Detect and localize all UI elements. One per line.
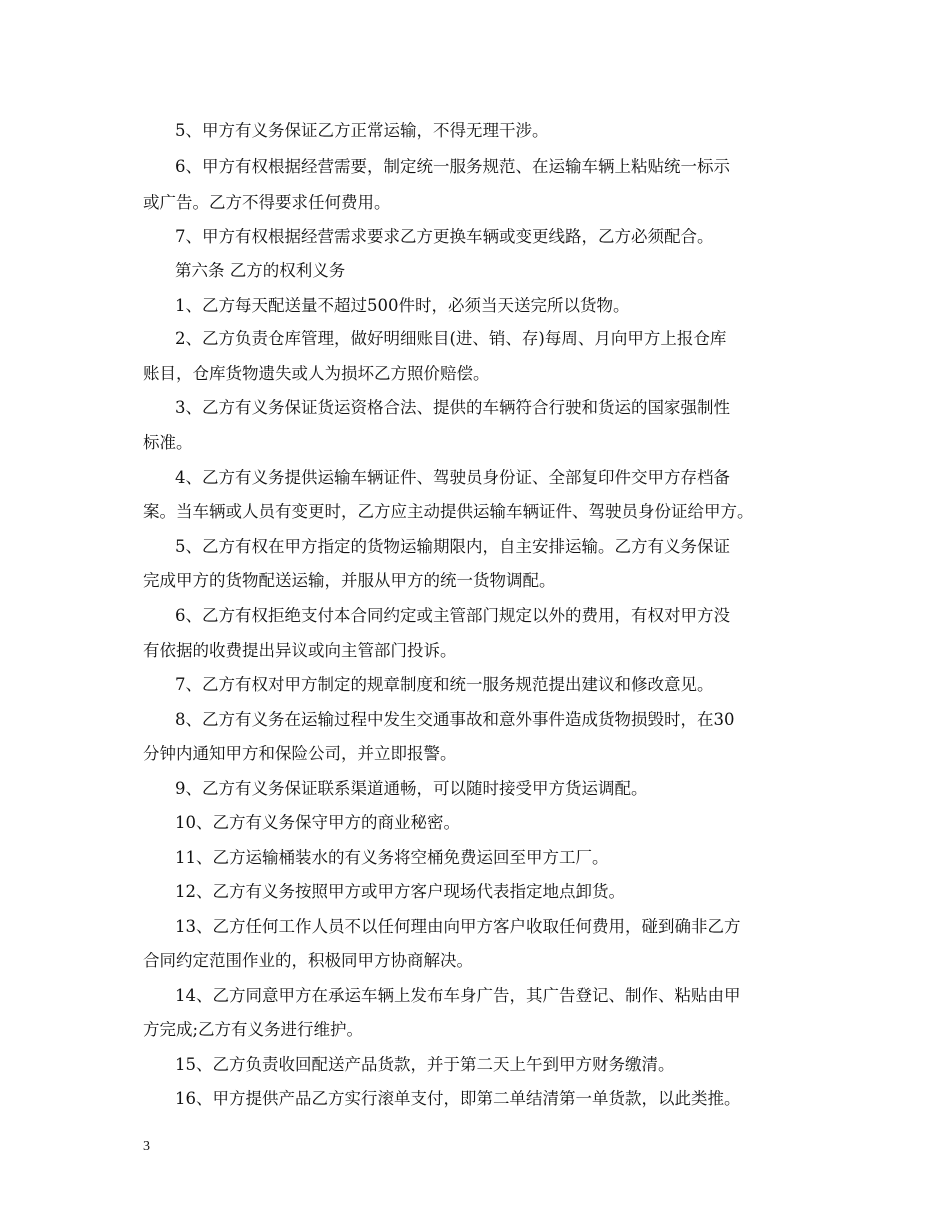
page-number: 3: [143, 1139, 150, 1154]
paragraph-line: 3、乙方有义务保证货运资格合法、提供的车辆符合行驶和货运的国家强制性: [175, 398, 730, 417]
paragraph-line: 11、乙方运输桶装水的有义务将空桶免费运回至甲方工厂。: [175, 848, 609, 867]
paragraph-line: 10、乙方有义务保守甲方的商业秘密。: [175, 813, 460, 832]
paragraph-line: 8、乙方有义务在运输过程中发生交通事故和意外事件造成货物损毁时，在30: [175, 710, 735, 729]
paragraph-line: 分钟内通知甲方和保险公司，并立即报警。: [143, 744, 457, 763]
paragraph-line: 4、乙方有义务提供运输车辆证件、驾驶员身份证、全部复印件交甲方存档备: [175, 468, 730, 487]
paragraph-line: 标准。: [143, 433, 193, 452]
paragraph-line: 2、乙方负责仓库管理，做好明细账目(进、销、存)每周、月向甲方上报仓库: [175, 329, 727, 348]
section-heading: 第六条 乙方的权利义务: [175, 261, 346, 280]
paragraph-line: 完成甲方的货物配送运输，并服从甲方的统一货物调配。: [143, 571, 556, 590]
paragraph-line: 5、乙方有权在甲方指定的货物运输期限内，自主安排运输。乙方有义务保证: [175, 537, 730, 556]
paragraph-line: 15、乙方负责收回配送产品货款，并于第二天上午到甲方财务缴清。: [175, 1055, 675, 1074]
paragraph-line: 6、乙方有权拒绝支付本合同约定或主管部门规定以外的费用，有权对甲方没: [175, 606, 730, 625]
paragraph-line: 或广告。乙方不得要求任何费用。: [143, 193, 391, 212]
paragraph-line: 方完成;乙方有义务进行维护。: [143, 1020, 364, 1039]
paragraph-line: 7、甲方有权根据经营需求要求乙方更换车辆或变更线路，乙方必须配合。: [175, 227, 714, 246]
paragraph-line: 5、甲方有义务保证乙方正常运输，不得无理干涉。: [175, 121, 549, 140]
paragraph-line: 9、乙方有义务保证联系渠道通畅，可以随时接受甲方货运调配。: [175, 779, 648, 798]
paragraph-line: 13、乙方任何工作人员不以任何理由向甲方客户收取任何费用，碰到确非乙方: [175, 917, 741, 936]
paragraph-line: 合同约定范围作业的，积极同甲方协商解决。: [143, 951, 473, 970]
paragraph-line: 14、乙方同意甲方在承运车辆上发布车身广告，其广告登记、制作、粘贴由甲: [175, 986, 741, 1005]
paragraph-line: 12、乙方有义务按照甲方或甲方客户现场代表指定地点卸货。: [175, 882, 625, 901]
paragraph-line: 7、乙方有权对甲方制定的规章制度和统一服务规范提出建议和修改意见。: [175, 675, 714, 694]
paragraph-line: 账目，仓库货物遗失或人为损坏乙方照价赔偿。: [143, 364, 490, 383]
paragraph-line: 1、乙方每天配送量不超过500件时，必须当天送完所以货物。: [175, 296, 630, 315]
paragraph-line: 6、甲方有权根据经营需要，制定统一服务规范、在运输车辆上粘贴统一标示: [175, 157, 730, 176]
paragraph-line: 16、甲方提供产品乙方实行滚单支付，即第二单结清第一单货款，以此类推。: [175, 1089, 741, 1108]
paragraph-line: 案。当车辆或人员有变更时，乙方应主动提供运输车辆证件、驾驶员身份证给甲方。: [143, 502, 754, 521]
paragraph-line: 有依据的收费提出异议或向主管部门投诉。: [143, 641, 457, 660]
